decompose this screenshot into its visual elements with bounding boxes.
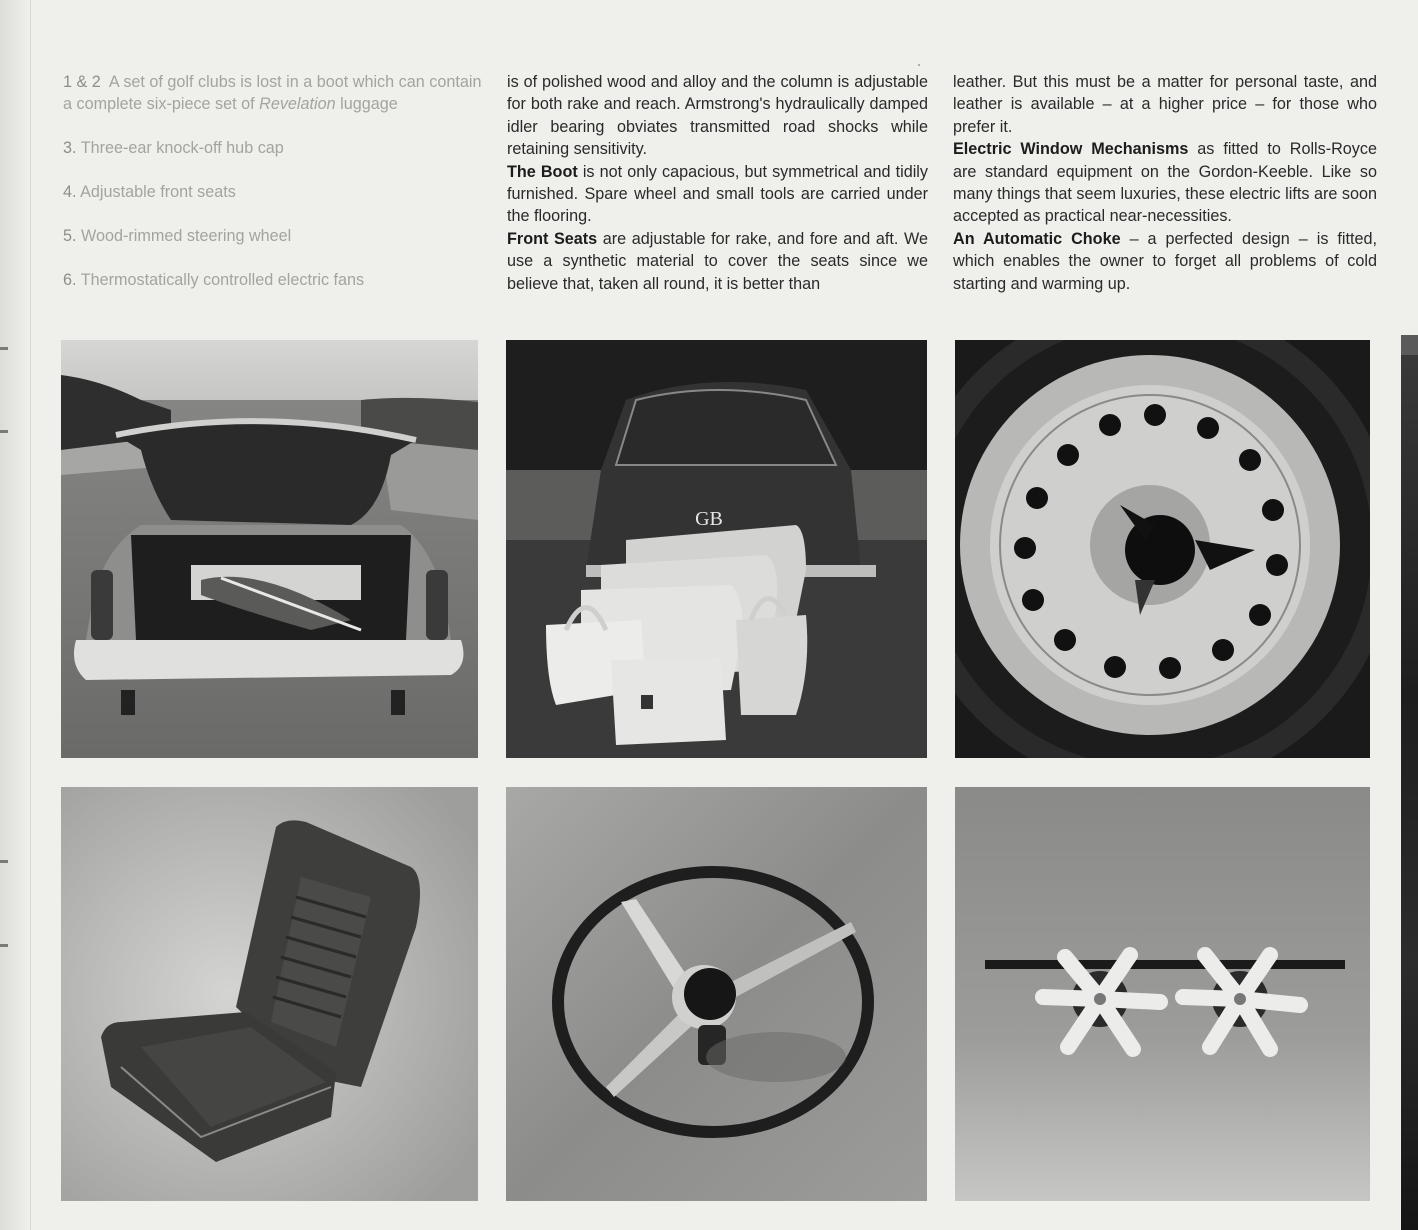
caption-item-5: 5. Wood-rimmed steering wheel — [63, 227, 292, 246]
seat-illustration — [61, 787, 478, 1201]
caption-item-4: 4. Adjustable front seats — [63, 183, 236, 202]
caption-item-1-2: 1 & 2 A set of golf clubs is lost in a boot which can contain a complete six-piece set of Revelation luggage — [63, 73, 482, 114]
binding-staple-mark — [0, 944, 8, 947]
luggage-illustration — [506, 340, 927, 758]
photo-front-seat — [61, 787, 478, 1201]
photo-steering-wheel — [506, 787, 927, 1201]
page-binding-edge — [0, 0, 31, 1230]
paragraph-leather: leather. But this must be a matter for personal taste, and leather is available – at a higher price – for those who prefer it. — [953, 73, 1377, 136]
car-boot-illustration — [61, 340, 478, 758]
binding-staple-mark — [0, 860, 8, 863]
body-text-right — [953, 71, 1377, 295]
photo-luggage-set — [506, 340, 927, 758]
photo-boot-golf-clubs — [61, 340, 478, 758]
adjacent-page-edge — [1401, 335, 1418, 1230]
caption-list — [63, 71, 483, 313]
fans-illustration — [955, 787, 1370, 1201]
caption-item-3: 3. Three-ear knock-off hub cap — [63, 139, 284, 158]
wheel-illustration — [955, 340, 1370, 758]
paragraph-boot: The Boot is not only capacious, but symmetrical and tidily furnished. Spare wheel and small tools are carried under the flooring. — [507, 162, 928, 226]
photo-electric-fans — [955, 787, 1370, 1201]
binding-staple-mark — [0, 430, 8, 433]
paragraph-automatic-choke: An Automatic Choke – a perfected design – is fitted, which enables the owner to forget all problems of cold starting and warming up. — [953, 229, 1377, 293]
paragraph-steering-continued: is of polished wood and alloy and the column is adjustable for both rake and reach. Armstrong's hydraulically damped idler bearing obviates transmitted road shocks while retaining sensitivity. — [507, 73, 928, 159]
gb-plate-text: GB — [695, 508, 723, 530]
photo-knock-off-hub-cap — [955, 340, 1370, 758]
steering-wheel-illustration — [506, 787, 927, 1201]
paragraph-front-seats: Front Seats are adjustable for rake, and fore and aft. We use a synthetic material to cover the seats since we believe that, taken all round, it is better than — [507, 229, 928, 293]
body-text-middle — [507, 71, 928, 295]
paragraph-electric-windows: Electric Window Mechanisms as fitted to Rolls-Royce are standard equipment on the Gordon-Keeble. Like so many things that seem luxuries, these electric lifts are soon accepted as practical near-necessities. — [953, 140, 1378, 226]
binding-staple-mark — [0, 347, 8, 350]
caption-item-6: 6. Thermostatically controlled electric fans — [63, 271, 365, 290]
paper-speck — [918, 64, 920, 66]
